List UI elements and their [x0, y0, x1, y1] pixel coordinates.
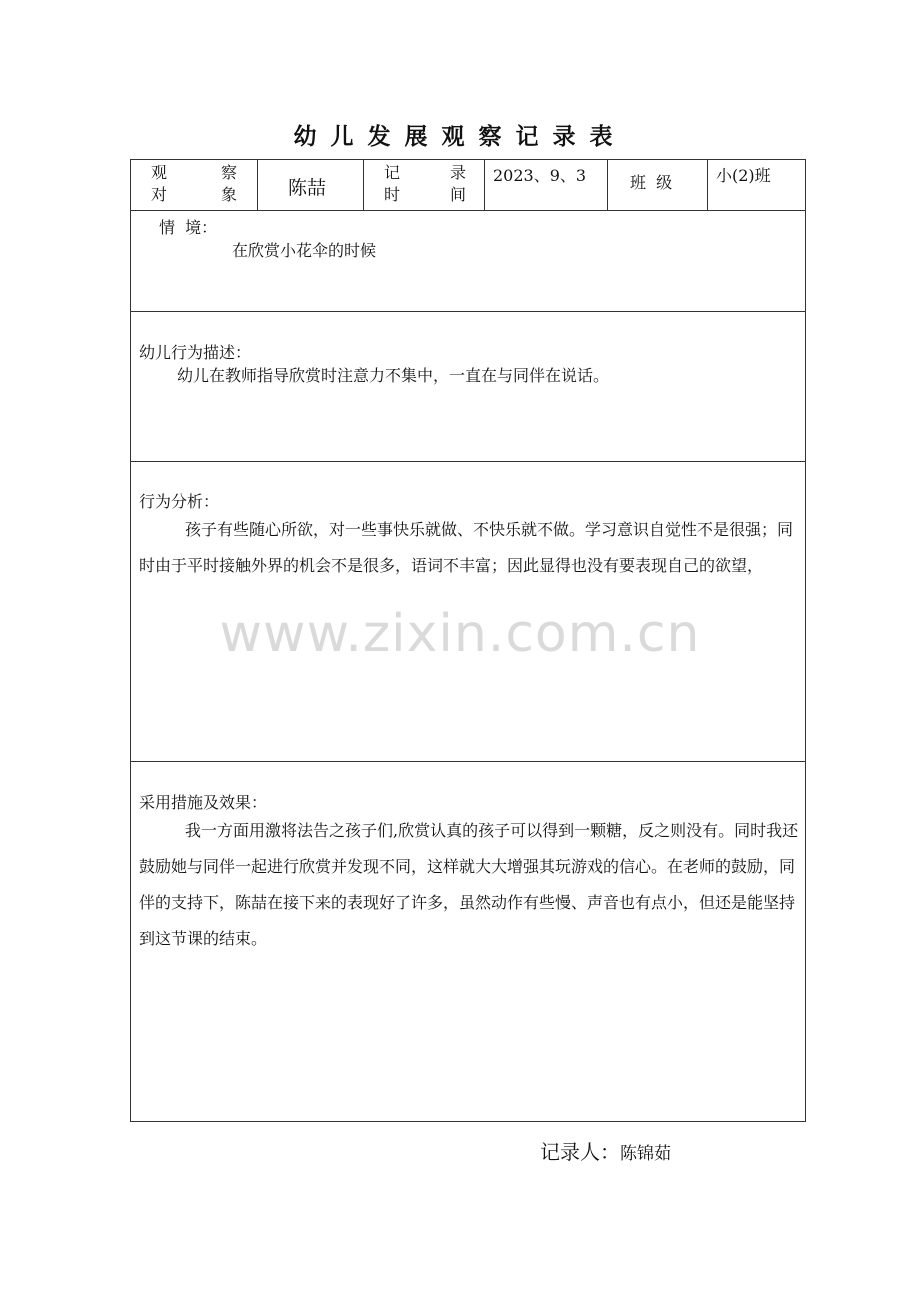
behavior-label: 幼儿行为描述： — [139, 343, 252, 362]
class-value-cell — [707, 160, 805, 210]
header-row — [131, 160, 805, 210]
page-title: 幼儿发展观察记录表 — [293, 124, 627, 150]
child-name-cell — [257, 160, 363, 210]
behavior-text: 幼儿在教师指导欣赏时注意力不集中，一直在与同伴在说话。 — [177, 366, 610, 385]
record-time-char: 录 — [449, 163, 466, 182]
measures-label: 采用措施及效果： — [139, 793, 268, 812]
recorder-name: 陈锦茹 — [620, 1144, 671, 1164]
record-time-char: 时 — [384, 185, 401, 204]
child-name: 陈喆 — [288, 177, 327, 199]
watermark: www.zixin.com.cn — [219, 604, 701, 664]
situation-label: 情 境： — [159, 218, 218, 237]
record-time-char: 间 — [449, 185, 466, 204]
behavior-section — [131, 311, 805, 461]
situation-text: 在欣赏小花伞的时候 — [232, 241, 377, 260]
measures-text: 我一方面用激将法告之孩子们,欣赏认真的孩子可以得到一颗糖，反之则没有。同时我还鼓励她与同伴一起进行欣赏并发现不同，这样就大大增强其玩游戏的信心。在老师的鼓励，同伴的支持下，陈喆在接下来的表现好了许多，虽然动作有些慢、声音也有点小，但还是能坚持到这节课的结束。 — [139, 821, 799, 948]
measures-section — [131, 761, 805, 1121]
record-time-label — [363, 160, 484, 210]
observe-target-label — [131, 160, 257, 210]
observe-target-char: 对 — [151, 185, 168, 204]
date-cell — [484, 160, 607, 210]
observe-target-char: 象 — [220, 185, 237, 204]
observe-target-char: 观 — [151, 163, 168, 182]
situation-section — [131, 210, 805, 311]
class-label-cell — [607, 160, 707, 210]
class-label: 班 级 — [630, 173, 673, 192]
record-time-char: 记 — [384, 163, 401, 182]
analysis-text: 孩子有些随心所欲，对一些事快乐就做、不快乐就不做。学习意识自觉性不是很强；同时由于平时接触外界的机会不是很多，语词不丰富；因此显得也没有要表现自己的欲望， — [139, 520, 794, 575]
recorder-label: 记录人： — [540, 1140, 620, 1164]
observe-target-char: 察 — [220, 163, 237, 182]
recorder-line — [540, 1136, 671, 1165]
analysis-label: 行为分析： — [139, 492, 220, 511]
class-value: 小(2)班 — [716, 166, 771, 185]
record-date: 2023、9、3 — [493, 166, 587, 185]
